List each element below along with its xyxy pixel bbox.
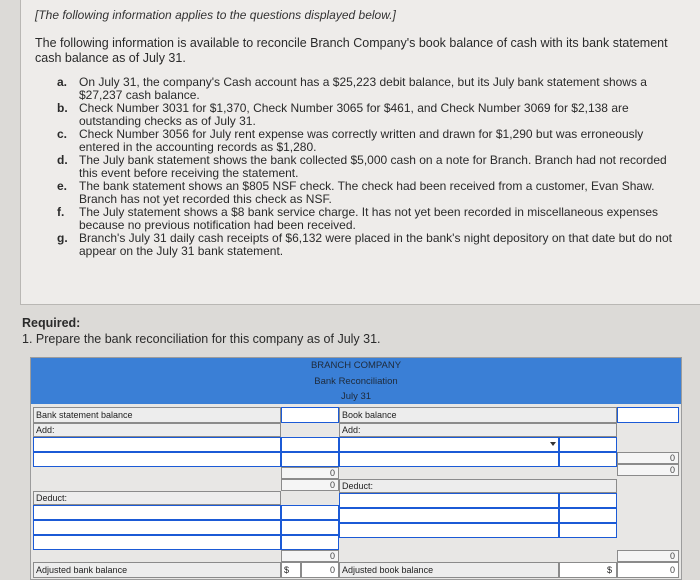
- form-title: Bank Reconciliation: [314, 376, 398, 387]
- bank-add-amount-2[interactable]: [281, 452, 339, 467]
- book-deduct-description-1[interactable]: [339, 493, 559, 508]
- item-text: The bank statement shows an $805 NSF check. The check had been received from a customer, Evan Shaw. Branch has not yet recorded this check as NSF.: [79, 179, 655, 206]
- info-items-list: [35, 76, 688, 257]
- info-item-c: [57, 128, 677, 153]
- item-letter: b.: [57, 101, 68, 115]
- bank-deduct-total: 0: [281, 550, 339, 562]
- info-item-e: [57, 180, 677, 205]
- bank-add-amount-1[interactable]: [281, 437, 339, 452]
- bank-add-label: Add:: [33, 423, 281, 437]
- book-deduct-total: 0: [617, 550, 679, 562]
- required-instruction: 1. Prepare the bank reconciliation for this company as of July 31.: [22, 332, 381, 346]
- book-add-amount-2[interactable]: [559, 452, 617, 467]
- info-item-f: [57, 206, 677, 231]
- bank-deduct-label: Deduct:: [33, 491, 281, 505]
- bank-deduct-amount-3[interactable]: [281, 535, 339, 550]
- required-heading: Required:: [22, 316, 81, 330]
- adjusted-book-balance-label: Adjusted book balance: [339, 562, 559, 578]
- item-letter: a.: [57, 75, 68, 89]
- chevron-down-icon[interactable]: [550, 442, 556, 446]
- item-letter: c.: [57, 127, 68, 141]
- item-text: Branch's July 31 daily cash receipts of $6,132 were placed in the bank's night depository on that date but do not appear on the July 31 bank statement.: [79, 231, 672, 258]
- item-text: On July 31, the company's Cash account has a $25,223 debit balance, but its July bank statement shows a $27,237 cash balance.: [79, 75, 647, 102]
- book-add-amount-1[interactable]: [559, 437, 617, 452]
- item-letter: d.: [57, 153, 68, 167]
- item-text: Check Number 3056 for July rent expense was correctly written and drawn for $1,290 but was erroneously entered in the accounting records as $1,280.: [79, 127, 644, 154]
- info-item-a: [57, 76, 677, 101]
- bank-deduct-description-2[interactable]: [33, 520, 281, 535]
- info-item-b: [57, 102, 677, 127]
- item-text: Check Number 3031 for $1,370, Check Number 3065 for $461, and Check Number 3069 for $2,138 are outstanding checks as of July 31.: [79, 101, 629, 128]
- bank-add-total: 0: [281, 467, 339, 479]
- item-letter: g.: [57, 231, 68, 245]
- bank-deduct-amount-1[interactable]: [281, 505, 339, 520]
- bank-deduct-description-3[interactable]: [33, 535, 281, 550]
- bank-add-total-2: 0: [281, 479, 339, 491]
- bank-statement-balance-input[interactable]: [281, 407, 339, 423]
- problem-info-panel: [20, 0, 700, 305]
- adjusted-bank-balance-label: Adjusted bank balance: [33, 562, 281, 578]
- bank-add-description-1[interactable]: [33, 437, 281, 452]
- book-add-total-2: 0: [617, 464, 679, 476]
- adjusted-book-balance-value: 0: [617, 562, 679, 578]
- item-letter: f.: [57, 205, 65, 219]
- book-deduct-amount-1[interactable]: [559, 493, 617, 508]
- book-deduct-label: Deduct:: [339, 479, 617, 493]
- required-section: [22, 316, 381, 346]
- bank-reconciliation-form: [30, 357, 682, 580]
- book-add-total: 0: [617, 452, 679, 464]
- book-balance-label: Book balance: [339, 407, 617, 423]
- intro-text: The following information is available to reconcile Branch Company's book balance of cash with its bank statement cash balance as of July 31.: [35, 36, 668, 65]
- book-deduct-description-2[interactable]: [339, 508, 559, 523]
- book-deduct-amount-3[interactable]: [559, 523, 617, 538]
- adjusted-book-currency: $: [559, 562, 617, 578]
- bank-deduct-description-1[interactable]: [33, 505, 281, 520]
- book-deduct-description-3[interactable]: [339, 523, 559, 538]
- book-balance-input[interactable]: [617, 407, 679, 423]
- book-add-description-1[interactable]: [339, 437, 559, 452]
- form-date: July 31: [340, 391, 372, 402]
- adjusted-bank-balance-value: 0: [301, 562, 339, 578]
- book-add-description-2[interactable]: [339, 452, 559, 467]
- item-text: The July statement shows a $8 bank service charge. It has not yet been recorded in miscellaneous expenses because no previous notification had been received.: [79, 205, 658, 232]
- company-name: BRANCH COMPANY: [310, 360, 402, 371]
- adjusted-bank-currency: $: [281, 562, 301, 578]
- book-add-label: Add:: [339, 423, 617, 437]
- info-item-g: [57, 232, 677, 257]
- bank-deduct-amount-2[interactable]: [281, 520, 339, 535]
- item-text: The July bank statement shows the bank collected $5,000 cash on a note for Branch. Branch had not recorded this event before receiving the statement.: [79, 153, 667, 180]
- item-letter: e.: [57, 179, 68, 193]
- bank-statement-balance-label: Bank statement balance: [33, 407, 281, 423]
- book-deduct-amount-2[interactable]: [559, 508, 617, 523]
- info-item-d: [57, 154, 677, 179]
- bank-add-description-2[interactable]: [33, 452, 281, 467]
- intro-note: [The following information applies to the questions displayed below.]: [35, 8, 396, 22]
